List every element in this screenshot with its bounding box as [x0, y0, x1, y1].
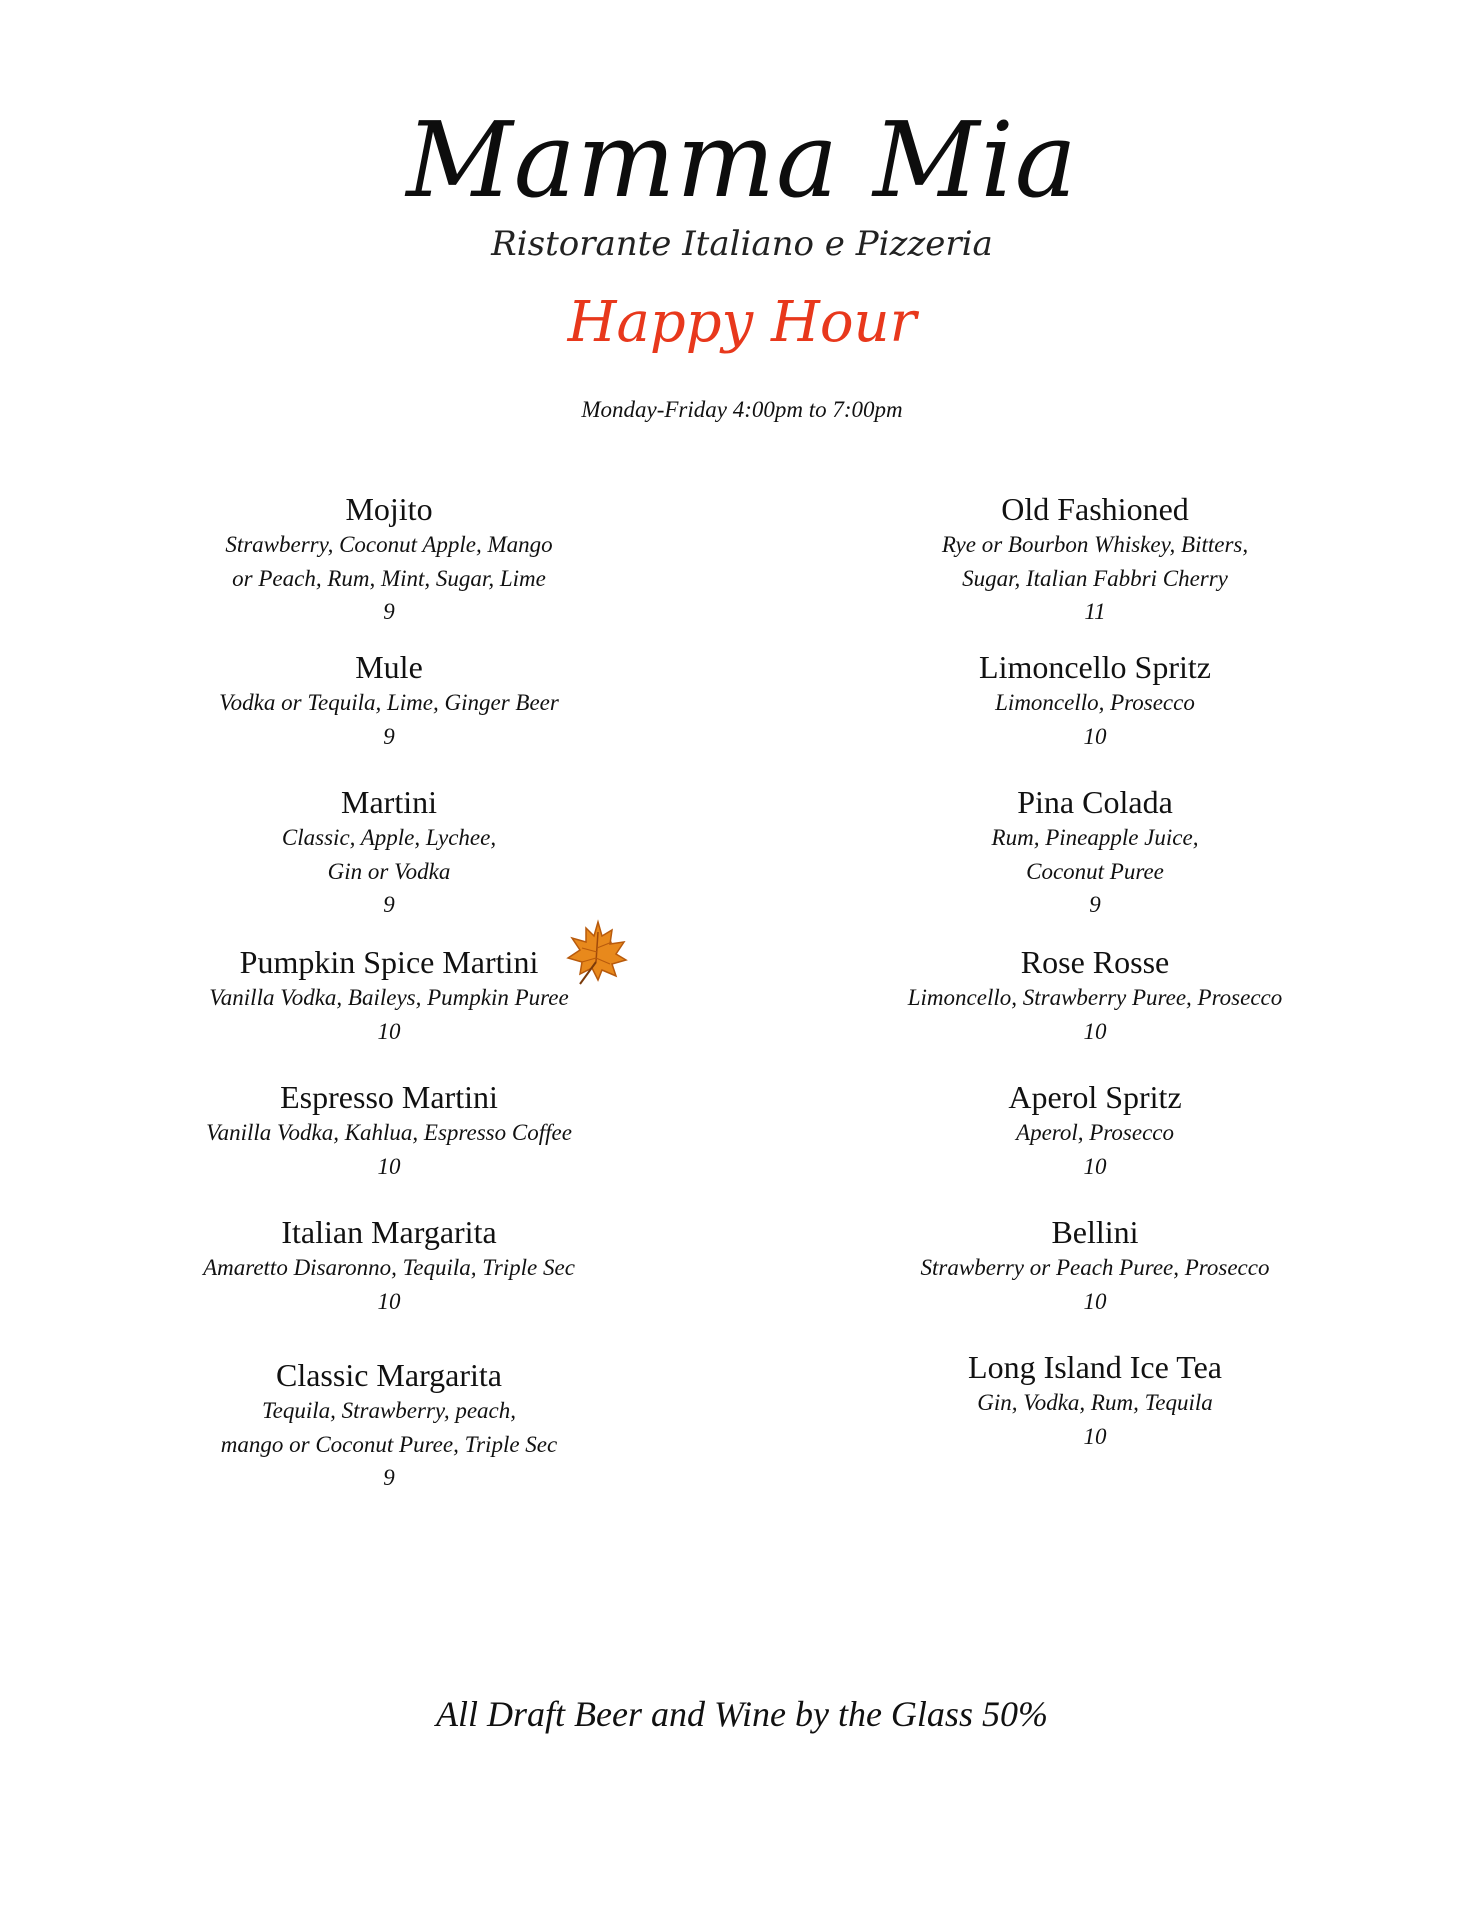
item-description: Tequila, Strawberry, peach, [261, 1398, 517, 1423]
menu-item-martini [109, 783, 669, 921]
item-price: 10 [1083, 1288, 1107, 1314]
happy-hour-times: Monday-Friday 4:00pm to 7:00pm [581, 397, 903, 422]
item-description: Strawberry, Coconut Apple, Mango [225, 532, 553, 557]
menu-item-old-fashioned [815, 490, 1375, 628]
item-name: Classic Margarita [275, 1357, 502, 1393]
item-description: Coconut Puree [1026, 858, 1164, 884]
item-name: Italian Margarita [281, 1214, 497, 1250]
item-description: Rum, Pineapple Juice, [991, 825, 1199, 850]
item-description: Limoncello, Prosecco [995, 690, 1195, 715]
item-name: Limoncello Spritz [979, 649, 1211, 685]
menu-item-mojito [109, 490, 669, 628]
item-name: Pina Colada [1017, 784, 1173, 820]
happy-hour-heading: Happy Hour [567, 290, 917, 355]
maple-leaf-icon [560, 918, 630, 990]
item-description: Limoncello, Strawberry Puree, Prosecco [907, 985, 1283, 1010]
item-description: Gin, Vodka, Rum, Tequila [977, 1390, 1213, 1415]
item-price: 11 [1084, 599, 1106, 624]
item-price: 9 [383, 1465, 395, 1490]
item-name: Old Fashioned [1001, 491, 1189, 527]
item-price: 9 [383, 892, 395, 917]
menu-item-rose-rosse [815, 943, 1375, 1048]
item-name: Rose Rosse [1020, 944, 1170, 980]
item-price: 10 [377, 1288, 401, 1314]
item-description: Vanilla Vodka, Baileys, Pumpkin Puree [209, 985, 569, 1010]
item-name: Martini [341, 784, 437, 820]
menu-item-italian-margarita [109, 1213, 669, 1318]
item-price: 10 [1083, 1153, 1107, 1179]
item-description: Strawberry or Peach Puree, Prosecco [920, 1255, 1270, 1280]
item-description: Aperol, Prosecco [1016, 1120, 1174, 1145]
item-name: Pumpkin Spice Martini [239, 944, 539, 980]
menu-item-aperol-spritz [815, 1078, 1375, 1183]
item-description: Rye or Bourbon Whiskey, Bitters, [941, 532, 1249, 557]
item-price: 10 [1083, 1018, 1107, 1044]
item-price: 10 [377, 1018, 401, 1044]
item-description: Sugar, Italian Fabbri Cherry [962, 565, 1228, 591]
item-name: Espresso Martini [280, 1079, 498, 1115]
menu-item-limoncello-spritz [815, 648, 1375, 753]
item-price: 9 [1089, 892, 1101, 917]
restaurant-name: Mamma Mia [406, 99, 1078, 221]
item-price: 10 [377, 1153, 401, 1179]
item-description: mango or Coconut Puree, Triple Sec [220, 1431, 558, 1457]
item-price: 9 [383, 599, 395, 624]
item-description: Gin or Vodka [327, 858, 451, 884]
beer-wine-discount-note: All Draft Beer and Wine by the Glass 50% [436, 1694, 1048, 1734]
menu-item-bellini [815, 1213, 1375, 1318]
item-description: Classic, Apple, Lychee, [281, 825, 497, 850]
menu-item-espresso-martini [109, 1078, 669, 1183]
item-name: Mojito [345, 491, 433, 527]
menu-item-mule [109, 648, 669, 753]
item-description: Vodka or Tequila, Lime, Ginger Beer [219, 690, 559, 715]
item-name: Aperol Spritz [1008, 1079, 1182, 1115]
item-description: or Peach, Rum, Mint, Sugar, Lime [232, 565, 546, 591]
item-name: Mule [355, 649, 423, 685]
menu-item-long-island-ice-tea [815, 1348, 1375, 1453]
item-name: Bellini [1051, 1214, 1139, 1250]
item-price: 10 [1083, 1423, 1107, 1449]
item-price: 9 [383, 723, 395, 749]
menu-item-classic-margarita [109, 1356, 669, 1494]
menu-item-pina-colada [815, 783, 1375, 921]
restaurant-tagline: Ristorante Italiano e Pizzeria [491, 224, 993, 264]
item-name: Long Island Ice Tea [968, 1349, 1222, 1385]
item-description: Amaretto Disaronno, Tequila, Triple Sec [203, 1255, 575, 1280]
item-description: Vanilla Vodka, Kahlua, Espresso Coffee [206, 1120, 572, 1145]
item-price: 10 [1083, 723, 1107, 749]
